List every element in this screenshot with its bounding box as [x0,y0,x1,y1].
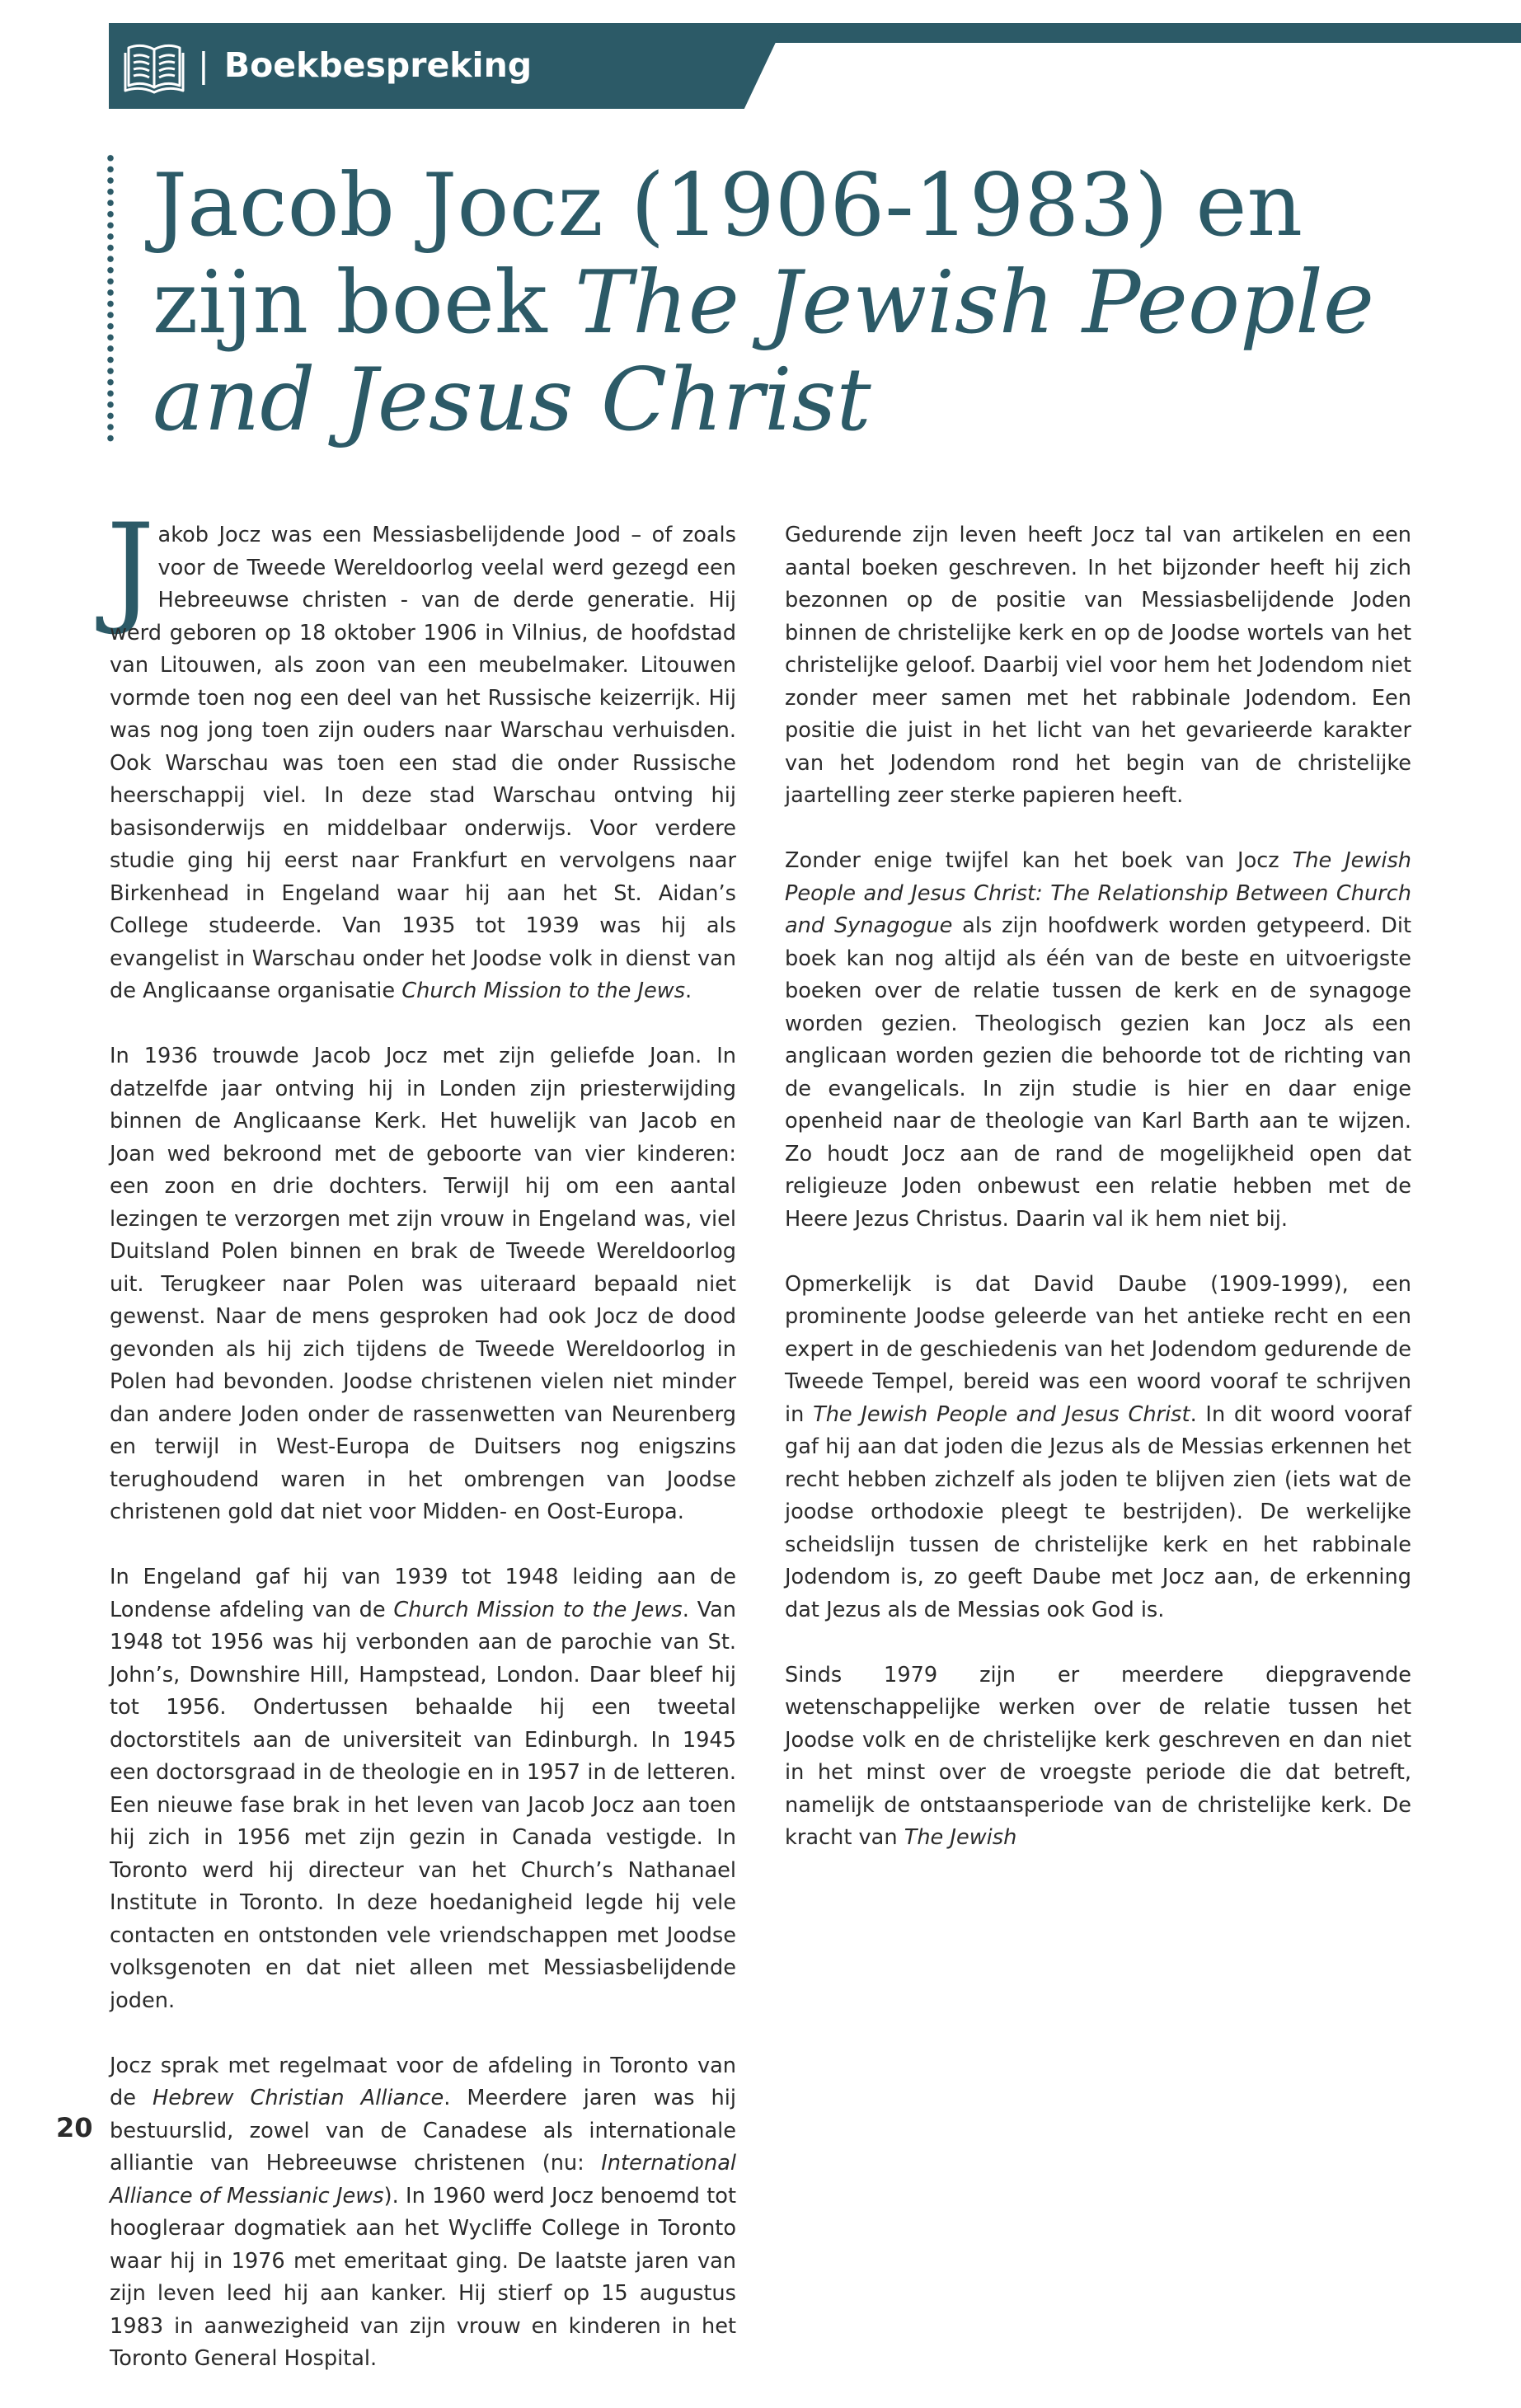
page-number: 20 [56,2112,93,2143]
paragraph-6: Zonder enige twijfel kan het boek van Jocz The Jewish People and Jesus Christ: The Relationship Between Church and Synagogue als zijn hoofdwerk worden getypeerd. Dit boek kan nog altijd als één van de beste en uitvoerigste boeken over de relatie tussen de kerk en de synagoge worden gezien. Theologisch gezien kan Jocz als een anglicaan worden gezien die behoorde tot de richting van de evangelicals. In zijn studie is hier en daar enige openheid naar de theologie van Karl Barth aan te wijzen. Zo houdt Jocz aan de rand de mogelijkheid open dat religieuze Joden onbewust een relatie hebben met de Heere Jezus Christus. Daarin val ik hem niet bij. [785,848,1412,1232]
paragraph-3: In Engeland gaf hij van 1939 tot 1948 leiding aan de Londense afdeling van de Church Mission to the Jews. Van 1948 tot 1956 was hij verbonden aan de parochie van St. John’s, Downshire Hill, Hampstead, London. Daar bleef hij tot 1956. Ondertussen behaalde hij een tweetal doctorstitels aan de universiteit van Edinburgh. In 1945 een doctorsgraad in de theologie en in 1957 in de letteren. Een nieuwe fase brak in het leven van Jacob Jocz aan toen hij zich in 1956 met zijn gezin in Canada vestigde. In Toronto werd hij directeur van het Church’s Nathanael Institute in Toronto. In deze hoedanigheid legde hij vele contacten en ontstonden vele vriendschappen met Joodse volksgenoten en dat niet alleen met Messiasbelijdende joden. [110,1565,737,2013]
article-title [153,157,1472,448]
header-rule [742,23,1521,43]
article-column-right [785,519,1411,1887]
title-line-1: Jacob Jocz (1906-1983) en [153,155,1303,256]
paragraph-7: Opmerkelijk is dat David Daube (1909-1999), een prominente Joodse geleerde van het antieke recht en een expert in de geschiedenis van het Jodendom gedurende de Tweede Tempel, bereid was een woord vooraf te schrijven in The Jewish People and Jesus Christ. In dit woord vooraf gaf hij aan dat joden die Jezus als de Messias erkennen het recht hebben zichzelf als joden te blijven zien (iets wat de joodse orthodoxie pleegt te bestrijden). De werkelijke scheidslijn tussen de christelijke kerk en het rabbinale Jodendom is, zo geeft Daube met Jocz aan, de erkenning dat Jezus als de Messias ook God is. [785,1271,1412,1622]
title-line-2-plain: zijn boek [153,252,575,353]
paragraph-2: In 1936 trouwde Jacob Jocz met zijn geliefde Joan. In datzelfde jaar ontving hij in Londen zijn priesterwijding binnen de Anglicaanse Kerk. Het huwelijk van Jacob en Joan wed bekroond met de geboorte van vier kinderen: een zoon en drie dochters. Terwijl hij om een aantal lezingen te verzorgen met zijn vrouw in Engeland was, viel Duitsland Polen binnen en brak de Tweede Wereldoorlog uit. Terugkeer naar Polen was uiteraard bepaald niet gewenst. Naar de mens gesproken had ook Jocz de dood gevonden als hij zich tijdens de Tweede Wereldoorlog in Polen had bevonden. Joodse christenen vielen niet minder dan andere Joden onder de rassenwetten van Neurenberg en terwijl in West-Europa de Duitsers nog enigszins terughoudend waren in het ombrengen van Joodse christenen gold dat niet voor Midden- en Oost-Europa. [110,1044,736,1524]
title-line-3-italic: and Jesus Christ [153,350,871,450]
paragraph-5: Gedurende zijn leven heeft Jocz tal van artikelen en een aantal boeken geschreven. In het bijzonder heeft hij zich bezonnen op de positie van Messiasbelijdende Joden binnen de christelijke kerk en op de Joodse wortels van het christelijke geloof. Daarbij viel voor hem het Jodendom niet zonder meer samen met het rabbinale Jodendom. Een positie die juist in het licht van het gevarieerde karakter van het Jodendom rond het begin van de christelijke jaartelling zeer sterke papieren heeft. [785,523,1411,808]
open-book-icon [124,38,185,96]
section-label [198,40,532,91]
title-line-2-italic: The Jewish People [575,252,1374,353]
paragraph-1: Jakob Jocz was een Messiasbelijdende Jood – of zoals voor de Tweede Wereldoorlog veelal werd gezegd een Hebreeuwse christen - van de derde generatie. Hij werd geboren op 18 oktober 1906 in Vilnius, de hoofdstad van Litouwen, als zoon van een meubelmaker. Litouwen vormde toen nog een deel van het Russische keizerrijk. Hij was nog jong toen zijn ouders naar Warschau verhuisden. Ook Warschau was toen een stad die onder Russische heerschappij viel. In deze stad Warschau ontving hij basisonderwijs en middelbaar onderwijs. Voor verdere studie ging hij eerst naar Frankfurt en vervolgens naar Birkenhead in Engeland waar hij aan het St. Aidan’s College studeerde. Van 1935 tot 1939 was hij als evangelist in Warschau onder het Joodse volk in dienst van de Anglicaanse organisatie Church Mission to the Jews. [106,498,736,1003]
paragraph-4: Jocz sprak met regelmaat voor de afdeling in Toronto van de Hebrew Christian Alliance. Meerdere jaren was hij bestuurslid, zowel van de Canadese als internationale alliantie van Hebreeuwse christenen (nu: International Alliance of Messianic Jews). In 1960 werd Jocz benoemd tot hoogleraar dogmatiek aan het Wycliffe College in Toronto waar hij in 1976 met emeritaat ging. De laatste jaren van zijn leven leed hij aan kanker. Hij stierf op 15 augustus 1983 in aanwezigheid van zijn vrouw en kinderen in het Toronto General Hospital. [110,2053,737,2371]
section-separator: | [198,45,209,85]
drop-cap: J [106,498,155,638]
dotted-rule [107,153,114,445]
paragraph-8: Sinds 1979 zijn er meerdere diepgravende wetenschappelijke werken over de relatie tussen het Joodse volk en de christelijke kerk geschreven en dan niet in het minst over de vroegste periode die dat betreft, namelijk de ontstaansperiode van de christelijke kerk. De kracht van The Jewish [785,1662,1411,1850]
section-name: Boekbespreking [223,45,533,85]
article-column-left [106,498,737,2408]
